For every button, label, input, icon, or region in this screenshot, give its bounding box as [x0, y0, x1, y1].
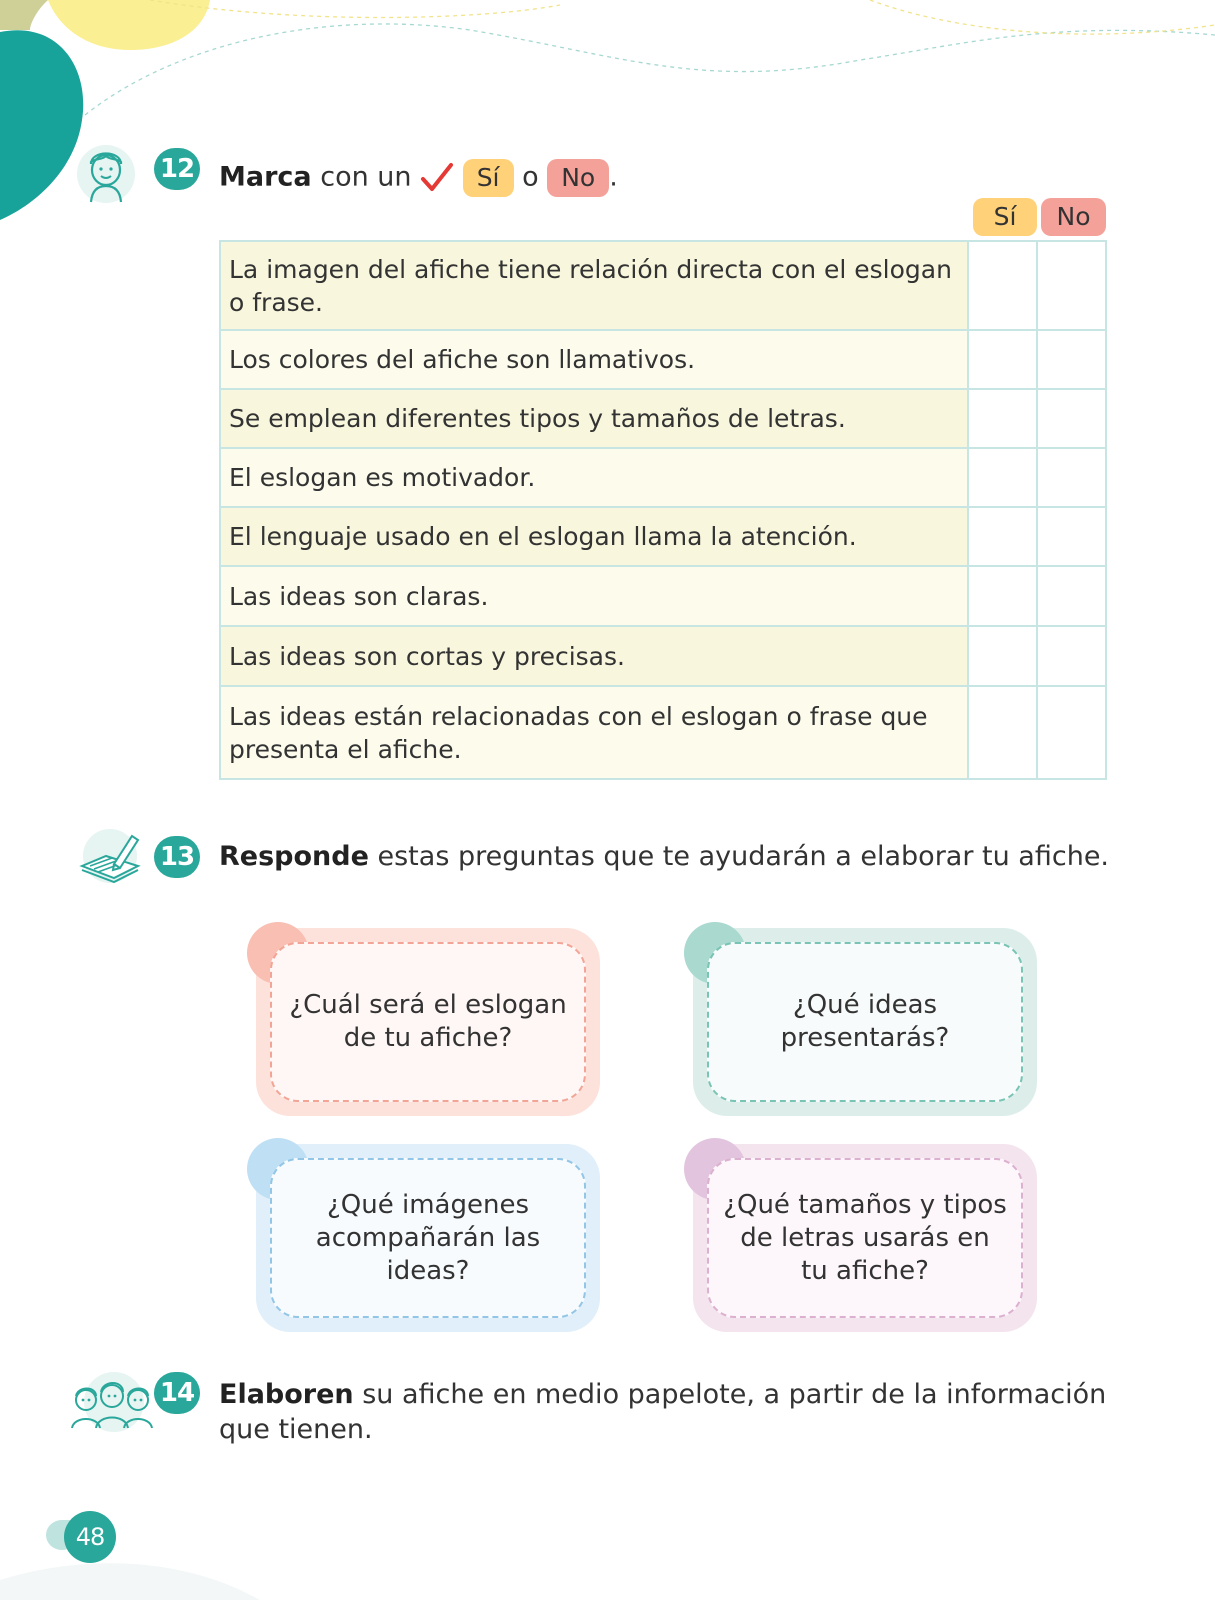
q12-or: o	[513, 161, 548, 193]
table-row	[220, 686, 1106, 779]
q12-bold-verb: Marca	[219, 161, 312, 193]
q12-text: con un	[311, 161, 421, 193]
group-of-students-icon	[68, 1370, 156, 1434]
no-checkbox-cell[interactable]	[1037, 241, 1106, 330]
statement-cell: Los colores del afiche son llamativos.	[220, 330, 968, 389]
checklist-table	[219, 240, 1107, 780]
si-checkbox-cell[interactable]	[968, 389, 1037, 448]
q13-instruction	[219, 839, 1119, 874]
question-number-14: 14	[154, 1372, 200, 1414]
no-pill: No	[547, 159, 609, 197]
table-row	[220, 330, 1106, 389]
no-checkbox-cell[interactable]	[1037, 330, 1106, 389]
si-checkbox-cell[interactable]	[968, 686, 1037, 779]
si-pill: Sí	[463, 159, 514, 197]
no-checkbox-cell[interactable]	[1037, 566, 1106, 626]
question-number-12: 12	[154, 148, 200, 190]
table-row	[220, 626, 1106, 686]
table-row	[220, 241, 1106, 330]
column-header-no: No	[1041, 198, 1106, 236]
si-checkbox-cell[interactable]	[968, 507, 1037, 566]
q13-bold-verb: Responde	[219, 841, 369, 872]
table-row	[220, 389, 1106, 448]
question-card-text: ¿Qué ideas presentarás?	[707, 942, 1023, 1102]
table-row	[220, 507, 1106, 566]
question-number-13: 13	[154, 836, 200, 878]
question-card-text: ¿Qué imágenes acompañarán las ideas?	[270, 1158, 586, 1318]
no-checkbox-cell[interactable]	[1037, 626, 1106, 686]
question-card-ideas	[693, 928, 1037, 1118]
statement-cell: Las ideas son cortas y precisas.	[220, 626, 968, 686]
table-row	[220, 566, 1106, 626]
column-header-si: Sí	[973, 198, 1037, 236]
si-checkbox-cell[interactable]	[968, 330, 1037, 389]
no-checkbox-cell[interactable]	[1037, 507, 1106, 566]
statement-cell: El lenguaje usado en el eslogan llama la atención.	[220, 507, 968, 566]
q14-instruction	[219, 1377, 1119, 1447]
question-card-text: ¿Cuál será el eslogan de tu afiche?	[270, 942, 586, 1102]
page-number: 48	[64, 1511, 116, 1563]
question-card-letras	[693, 1144, 1037, 1334]
si-checkbox-cell[interactable]	[968, 241, 1037, 330]
bottom-wave-decoration	[0, 1540, 1215, 1600]
question-card-imagenes	[256, 1144, 600, 1334]
notebook-pencil-icon	[76, 826, 144, 884]
q13-text: estas preguntas que te ayudarán a elaborar tu afiche.	[368, 841, 1110, 872]
no-checkbox-cell[interactable]	[1037, 448, 1106, 507]
q12-period: .	[609, 161, 618, 193]
statement-cell: El eslogan es motivador.	[220, 448, 968, 507]
si-checkbox-cell[interactable]	[968, 566, 1037, 626]
table-row	[220, 448, 1106, 507]
statement-cell: La imagen del afiche tiene relación directa con el eslogan o frase.	[220, 241, 968, 330]
no-checkbox-cell[interactable]	[1037, 686, 1106, 779]
statement-cell: Las ideas son claras.	[220, 566, 968, 626]
question-card-text: ¿Qué tamaños y tipos de letras usarás en tu afiche?	[707, 1158, 1023, 1318]
q14-text: su afiche en medio papelote, a partir de la información que tienen.	[219, 1379, 1107, 1445]
si-checkbox-cell[interactable]	[968, 626, 1037, 686]
question-card-eslogan	[256, 928, 600, 1118]
statement-cell: Se emplean diferentes tipos y tamaños de letras.	[220, 389, 968, 448]
si-checkbox-cell[interactable]	[968, 448, 1037, 507]
q14-bold-verb: Elaboren	[219, 1379, 354, 1410]
no-checkbox-cell[interactable]	[1037, 389, 1106, 448]
red-checkmark-icon	[420, 162, 454, 194]
statement-cell: Las ideas están relacionadas con el eslogan o frase que presenta el afiche.	[220, 686, 968, 779]
student-face-icon	[76, 140, 136, 206]
q12-instruction	[219, 159, 618, 197]
